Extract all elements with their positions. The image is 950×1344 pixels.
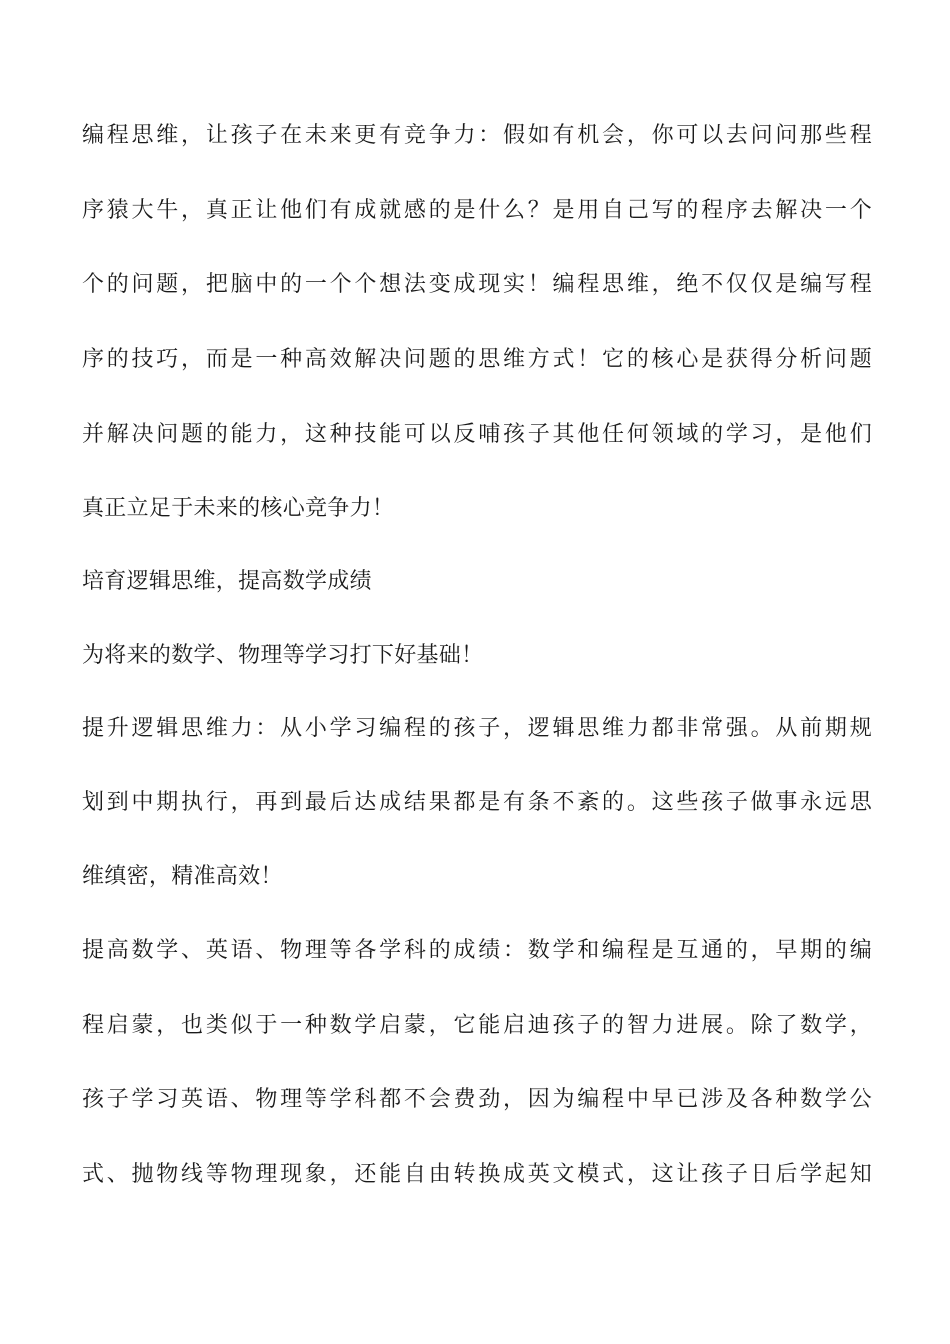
paragraph-line: 提升逻辑思维力：从小学习编程的孩子，逻辑思维力都非常强。从前期规 [82,716,872,741]
paragraph-line: 序猿大牛，真正让他们有成就感的是什么？是用自己写的程序去解决一个 [82,198,872,223]
paragraph-line: 维缜密，精准高效！ [82,864,283,889]
paragraph-line: 序的技巧，而是一种高效解决问题的思维方式！它的核心是获得分析问题 [82,347,872,372]
paragraph-line: 提高数学、英语、物理等各学科的成绩：数学和编程是互通的，早期的编 [82,938,872,963]
paragraph-line: 式、抛物线等物理现象，还能自由转换成英文模式，这让孩子日后学起知 [82,1162,872,1187]
paragraph-line: 真正立足于未来的核心竞争力！ [82,496,395,521]
paragraph-line: 个的问题，把脑中的一个个想法变成现实！编程思维，绝不仅仅是编写程 [82,272,872,297]
paragraph-line: 并解决问题的能力，这种技能可以反哺孩子其他任何领域的学习，是他们 [82,422,872,447]
paragraph-line: 划到中期执行，再到最后达成结果都是有条不紊的。这些孩子做事永远思 [82,790,872,815]
paragraph-line: 孩子学习英语、物理等学科都不会费劲，因为编程中早已涉及各种数学公 [82,1087,872,1112]
section-heading: 培育逻辑思维，提高数学成绩 [82,569,372,594]
paragraph-line: 为将来的数学、物理等学习打下好基础！ [82,643,484,668]
paragraph-line: 程启蒙，也类似于一种数学启蒙，它能启迪孩子的智力进展。除了数学， [82,1013,872,1038]
paragraph-line: 编程思维，让孩子在未来更有竞争力：假如有机会，你可以去问问那些程 [82,123,872,148]
